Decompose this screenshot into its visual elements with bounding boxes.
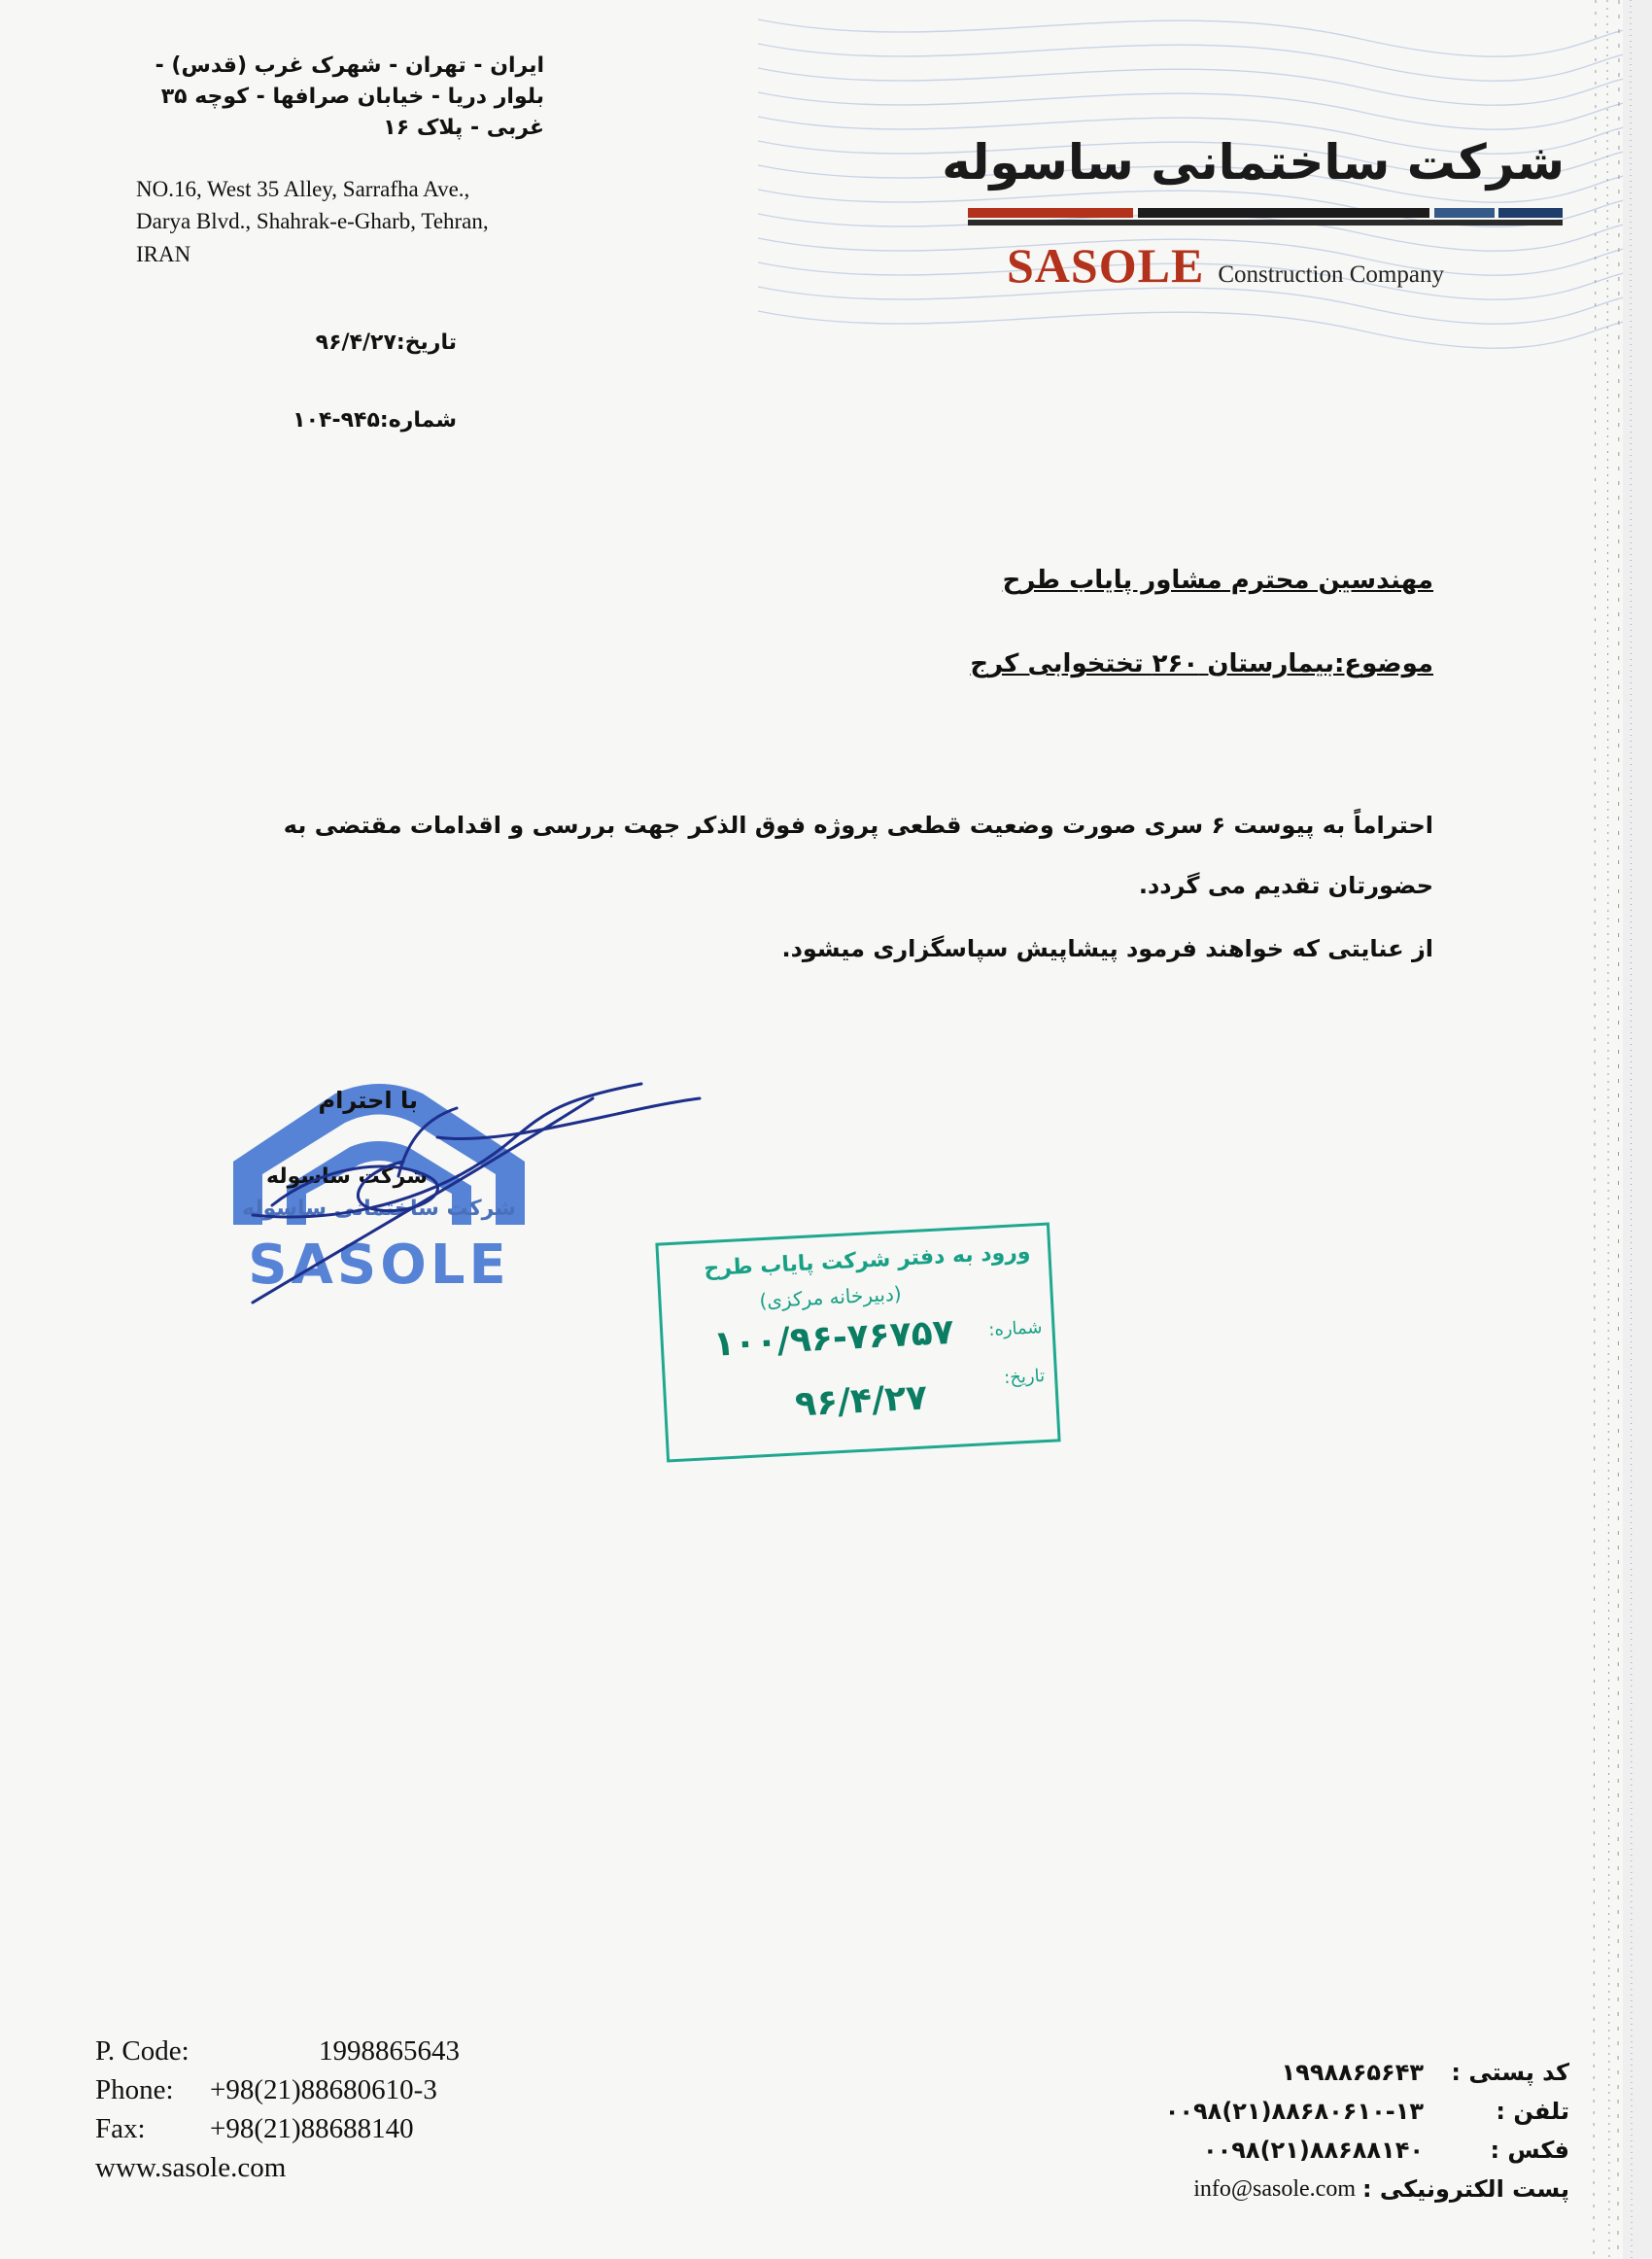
footer-fa-postcode-row	[1108, 2053, 1569, 2092]
stamp-date-value: ۹۶/۴/۲۷	[794, 1377, 929, 1425]
receipt-stamp	[655, 1223, 1060, 1463]
postcode-label-fa: کد پستی :	[1451, 2059, 1569, 2086]
email-label-fa: پست الکترونیکی :	[1361, 2175, 1569, 2203]
phone-value: +98(21)88680610-3	[210, 2074, 437, 2105]
signatory-company: شرکت ساسوله	[266, 1164, 428, 1189]
footer-fa-email-row	[1108, 2170, 1569, 2208]
phone-label-fa: تلفن :	[1496, 2098, 1569, 2125]
address-en-line: NO.16, West 35 Alley, Sarrafha Ave.,	[136, 177, 470, 201]
company-name-fa: شرکت ساختمانی ساسوله	[942, 134, 1565, 191]
stamp-number-label: شماره:	[987, 1317, 1044, 1340]
postcode-label: P. Code:	[95, 2035, 189, 2067]
letter-date: تاریخ:۹۶/۴/۲۷	[315, 330, 457, 355]
closing-regards: با احترام	[318, 1087, 418, 1114]
brand-name: SASOLE	[1007, 238, 1205, 293]
footer-contact-en	[95, 2032, 639, 2187]
address-en-line: IRAN	[136, 241, 191, 266]
footer-en-fax-row	[95, 2109, 639, 2148]
fax-label-fa: فکس :	[1490, 2137, 1569, 2164]
brand-subtitle: Construction Company	[1218, 261, 1444, 288]
phone-value-fa: ۰۰۹۸(۲۱)۸۸۶۸۰۶۱۰-۱۳	[1164, 2098, 1424, 2125]
logo-color-bars	[968, 206, 1563, 229]
letter-body: احتراماً به پیوست ۶ سری صورت وضعیت قطعی پروژه فوق الذکر جهت بررسی و اقدامات مقتضی به حضورتان تقدیم می گردد.	[283, 812, 1433, 899]
footer-fa-phone-row	[1108, 2092, 1569, 2131]
company-logo-fa	[942, 117, 1574, 204]
address-en-line: Darya Blvd., Shahrak-e-Gharb, Tehran,	[136, 209, 489, 234]
postcode-value: 1998865643	[319, 2035, 460, 2067]
footer-en-postcode-row	[95, 2032, 639, 2070]
stamp-date-label: تاریخ:	[1003, 1366, 1046, 1389]
scan-edge-marks	[1574, 0, 1652, 2259]
fax-label: Fax:	[95, 2113, 146, 2144]
address-en	[136, 173, 564, 270]
footer-contact-fa	[1108, 2053, 1569, 2208]
postcode-value-fa: ۱۹۹۸۸۶۵۶۴۳	[1281, 2059, 1424, 2086]
fax-value-fa: ۰۰۹۸(۲۱)۸۸۶۸۸۱۴۰	[1202, 2137, 1424, 2164]
stamp-number-value: ۱۰۰/۹۶-۷۶۷۵۷	[711, 1311, 955, 1365]
address-fa-line: بلوار دریا - خیابان صرافها - کوچه ۳۵	[160, 84, 544, 109]
footer-en-phone-row	[95, 2070, 639, 2109]
letter-number: شماره:۹۴۵-۱۰۴	[293, 408, 457, 433]
seal-inner-text: شرکت ساختمانی ساسوله	[242, 1197, 516, 1221]
subject-line: موضوع:بیمارستان ۲۶۰ تختخوابی کرج	[970, 649, 1433, 678]
stamp-subtitle: (دبیرخانه مرکزی)	[758, 1281, 903, 1313]
seal-brand-text: SASOLE	[248, 1234, 510, 1297]
stamp-title: ورود به دفتر شرکت پایاب طرح	[703, 1239, 1032, 1282]
footer-en-web-row	[95, 2148, 639, 2187]
email-value[interactable]: info@sasole.com	[1193, 2176, 1356, 2202]
address-fa	[117, 51, 544, 144]
recipient-line: مهندسین محترم مشاور پایاب طرح	[1002, 566, 1433, 595]
address-fa-line: ایران - تهران - شهرک غرب (قدس) -	[155, 53, 544, 78]
address-fa-line: غربی - پلاک ۱۶	[383, 115, 544, 140]
footer-fa-fax-row	[1108, 2131, 1569, 2170]
company-logo-en	[1007, 237, 1532, 295]
phone-label: Phone:	[95, 2074, 174, 2105]
website-link[interactable]: www.sasole.com	[95, 2152, 287, 2183]
handwritten-signature	[233, 1079, 719, 1303]
fax-value: +98(21)88688140	[210, 2113, 414, 2144]
letter-thanks: از عنایتی که خواهند فرمود پیشاپیش سپاسگزاری میشود.	[781, 935, 1433, 962]
